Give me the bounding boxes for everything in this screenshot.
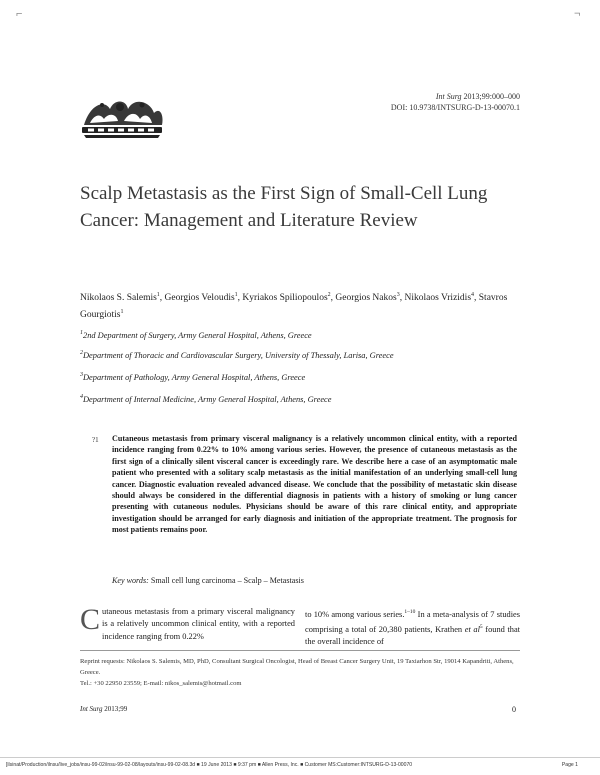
affiliation-2: $^2$Department of Thoracic and Cardiovascular Surgery, University of Thessaly, Larisa, Greece xyxy=(80,350,394,360)
page-number: 0 xyxy=(512,705,516,714)
print-info-bar xyxy=(0,757,600,770)
affiliation-3: $^3$Department of Pathology, Army General Hospital, Athens, Greece xyxy=(80,372,306,382)
affiliation-1: $^1$2nd Department of Surgery, Army General Hospital, Athens, Greece xyxy=(80,330,312,340)
journal-volume: 2013;99:000–000 xyxy=(463,92,520,101)
author-separator: , xyxy=(237,293,243,304)
author-name: Stavros Gourgiotis xyxy=(80,293,508,321)
author-affiliation-ref: 1 xyxy=(234,292,238,298)
drop-cap: C xyxy=(80,603,101,636)
crop-mark-top-left: ⌐ xyxy=(16,8,23,20)
body-column-right: to 10% among various series.$^{1-10}$ In a meta-analysis of 7 studies comprising a total of 20,380 patients, Krathen et $al^5$ found that the overall incidence of xyxy=(305,609,521,647)
abstract: Cutaneous metastasis from primary visceral malignancy is a relatively uncommon clinical entity, with a reported incidence ranging from 0.22% to 10% among various series. However, the presence of cutaneous metastasis as the first sign of a clinically silent visceral cancer is exceedingly rare. We describe here a case of an asymptomatic male patient who presented with a solitary scalp metastasis as the initial manifestation of an underlying small-cell lung cancer. Diagnostic evaluation revealed advanced disease. We conclude that the possibility of metastatic skin disease should always be considered in the differential diagnosis in patients with a history of smoking or lung cancer presenting with cutaneous nodules. Physicians should be aware of this rare clinical entity, and appropriate investigation should be arranged for early diagnosis and initiation of the appropriate treatment. The prognosis for most patients remains poor. xyxy=(112,434,517,535)
body-text-left: utaneous metastasis from a primary visceral malignancy is a relatively uncommon clinical entity, with a reported incidence ranging from 0.22% xyxy=(102,607,295,641)
author-separator: , xyxy=(474,293,479,304)
print-page-label: Page 1 xyxy=(561,762,578,768)
author-separator: , xyxy=(330,293,336,304)
author-affiliation-ref: 1 xyxy=(156,292,160,298)
keywords-label: Key words: xyxy=(112,576,149,585)
reprint-address: Reprint requests: Nikolaos S. Salemis, MD, PhD, Consultant Surgical Oncologist, Head of Breast Cancer Surgery Unit, 19 Taxiarhon Str, 19014 Kapandriti, Athens, Greece. xyxy=(80,658,514,676)
journal-name: Int Surg xyxy=(435,92,462,101)
author-separator: , xyxy=(399,293,405,304)
publisher-logo xyxy=(80,95,166,140)
author-name: Georgios Nakos xyxy=(335,293,397,304)
author-affiliation-ref: 2 xyxy=(327,292,331,298)
query-marker: ?1 xyxy=(92,436,99,444)
print-job-path: [ilsinat/Production/ilnsu/live_jobs/insu-99-02/insu-99-02-08/layouts/insu-99-02-08.3d ■ 19 June 2013 ■ 9:37 pm ■ Allen Press, Inc. ■ Customer MS:Customer:INTSURG-D-13-00070 xyxy=(6,762,413,768)
crop-mark-top-right: ¬ xyxy=(574,8,581,20)
author-affiliation-ref: 1 xyxy=(120,309,124,316)
footer-journal: Int Surg 2013;99 xyxy=(80,705,128,713)
affiliation-4: $^4$Department of Internal Medicine, Army General Hospital, Athens, Greece xyxy=(80,394,332,404)
author-name: Nikolaos Vrizidis xyxy=(404,293,472,304)
article-title: Scalp Metastasis as the First Sign of Small-Cell Lung Cancer: Management and Literature Review xyxy=(80,183,488,231)
author-name: Georgios Veloudis xyxy=(164,293,235,304)
author-affiliation-ref: 4 xyxy=(471,292,475,298)
author-name: Kyriakos Spiliopoulos xyxy=(242,293,328,304)
citation-ref: 5 xyxy=(479,624,483,631)
journal-citation xyxy=(436,92,520,101)
keywords-text: Small cell lung carcinoma – Scalp – Metastasis xyxy=(150,576,304,585)
author-affiliation-ref: 3 xyxy=(396,292,400,298)
reprint-requests xyxy=(80,656,520,689)
author-separator: , xyxy=(159,293,165,304)
author-list xyxy=(80,288,520,322)
footnote-divider xyxy=(80,650,520,651)
doi: DOI: 10.9738/INTSURG-D-13-00070.1 xyxy=(390,103,520,112)
body-column-left xyxy=(80,603,295,643)
keywords xyxy=(112,576,304,585)
reprint-contact: Tel.: +30 22950 23559; E-mail: nikos_salemis@hotmail.com xyxy=(80,680,242,687)
citation-ref: 1–10 xyxy=(404,609,416,615)
author-name: Nikolaos S. Salemis xyxy=(80,293,157,304)
